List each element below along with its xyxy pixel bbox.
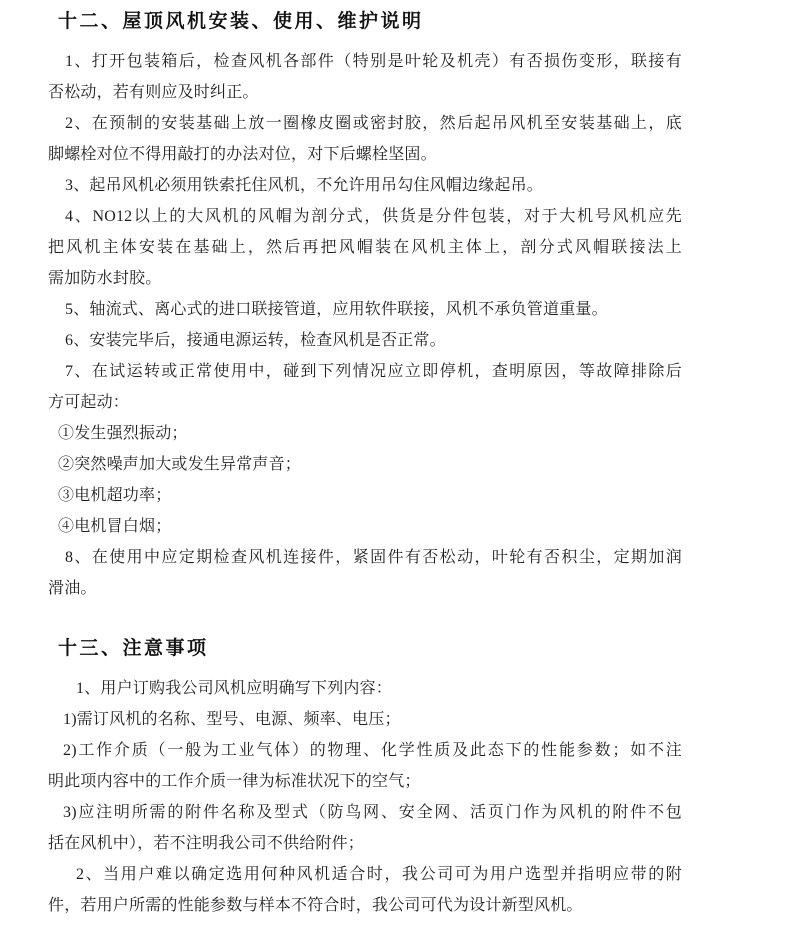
text-line: 6、安装完毕后，接通电源运转，检查风机是否正常。 xyxy=(65,332,446,349)
text-line: ②突然噪声加大或发生异常声音； xyxy=(58,456,302,473)
text-line: ③电机超功率； xyxy=(58,487,172,504)
text-line: 4、NO12以上的大风机的风帽为剖分式，供货是分件包装，对于大机号风机应先 xyxy=(65,208,682,225)
text-line: 8、在使用中应定期检查风机连接件，紧固件有否松动，叶轮有否积尘，定期加润 xyxy=(65,549,682,566)
text-line: 2)工作介质（一般为工业气体）的物理、化学性质及此态下的性能参数；如不注 xyxy=(63,742,682,759)
text-line: 方可起动： xyxy=(48,394,130,411)
text-line: 把风机主体安装在基础上，然后再把风帽装在风机主体上，剖分式风帽联接法上 xyxy=(48,239,682,256)
text-line: 明此项内容中的工作介质一律为标准状况下的空气； xyxy=(48,773,421,790)
text-line: 脚螺栓对位不得用敲打的办法对位，对下后螺栓坚固。 xyxy=(48,146,437,163)
text-line: 否松动，若有则应及时纠正。 xyxy=(48,84,259,101)
text-line: 滑油。 xyxy=(48,580,97,597)
text-line: 5、轴流式、离心式的进口联接管道，应用软件联接，风机不承负管道重量。 xyxy=(65,301,608,318)
text-line: 7、在试运转或正常使用中，碰到下列情况应立即停机，查明原因，等故障排除后 xyxy=(65,363,682,380)
text-line: 需加防水封胶。 xyxy=(48,270,162,287)
section-2 xyxy=(48,633,682,921)
text-line: 1、用户订购我公司风机应明确写下列内容： xyxy=(76,680,393,697)
section-title: 十二、屋顶风机安装、使用、维护说明 xyxy=(58,11,424,32)
text-line: ④电机冒白烟； xyxy=(58,518,172,535)
text-line: 3、起吊风机必须用铁索托住风机，不允许用吊勾住风帽边缘起吊。 xyxy=(65,177,544,194)
section-1 xyxy=(48,6,682,604)
text-line: 括在风机中），若不注明我公司不供给附件； xyxy=(48,835,365,852)
text-line: 件，若用户所需的性能参数与样本不符合时，我公司可代为设计新型风机。 xyxy=(48,897,583,914)
text-line: 1)需订风机的名称、型号、电源、频率、电压； xyxy=(63,711,401,728)
text-line: 2、当用户难以确定选用何种风机适合时，我公司可为用户选型并指明应带的附 xyxy=(76,866,682,883)
section-title: 十三、注意事项 xyxy=(58,638,209,659)
text-line: 1、打开包装箱后，检查风机各部件（特别是叶轮及机壳）有否损伤变形，联接有 xyxy=(65,53,682,70)
text-line: 3)应注明所需的附件名称及型式（防鸟网、安全网、活页门作为风机的附件不包 xyxy=(63,804,682,821)
text-line: ①发生强烈振动； xyxy=(58,425,188,442)
text-line: 2、在预制的安装基础上放一圈橡皮圈或密封胶，然后起吊风机至安装基础上，底 xyxy=(65,115,682,132)
